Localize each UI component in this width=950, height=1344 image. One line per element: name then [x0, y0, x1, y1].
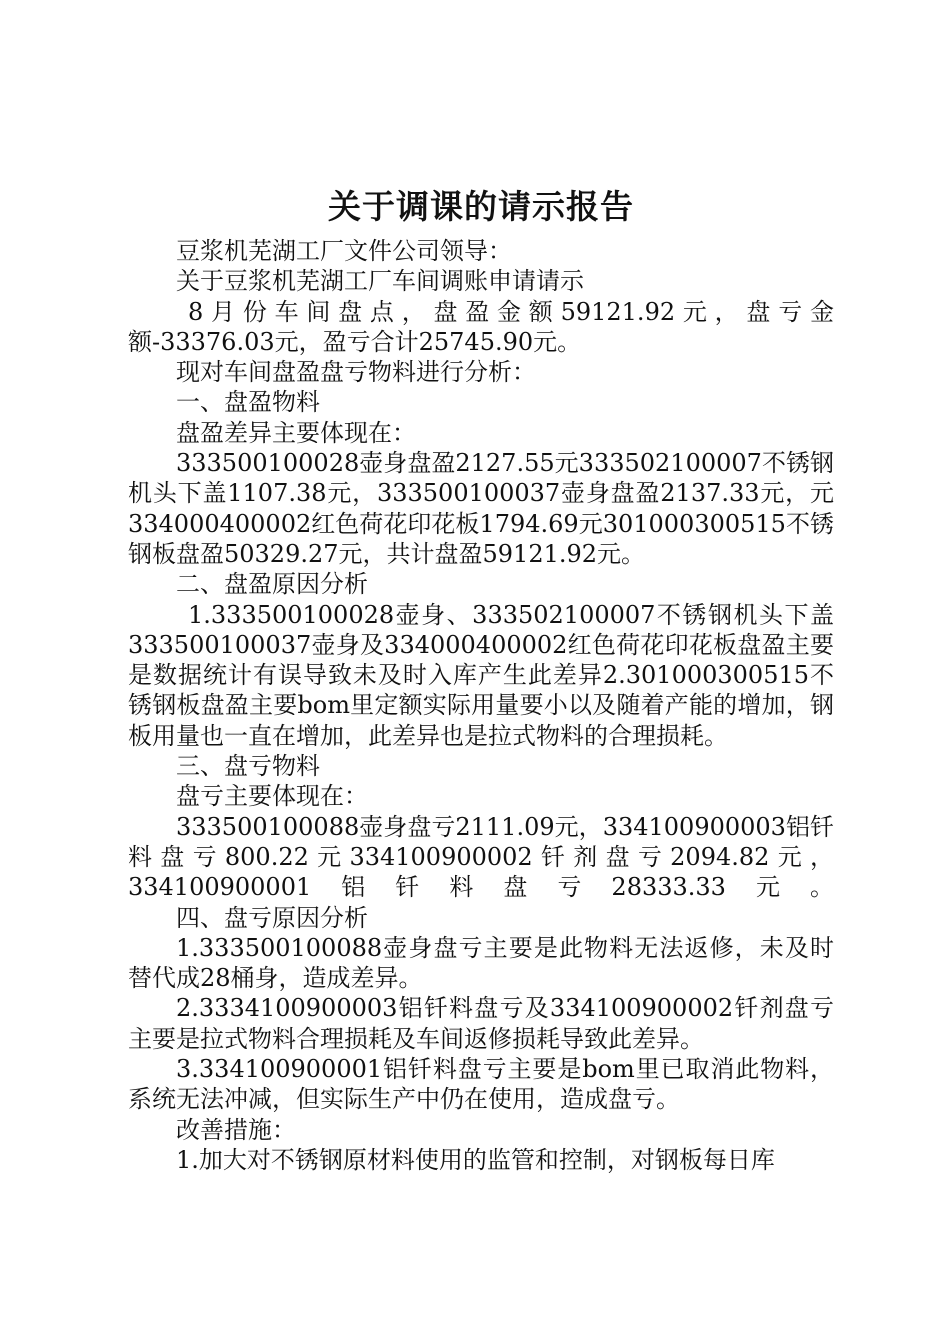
- loss-intro: 盘亏主要体现在：: [176, 782, 368, 811]
- improvement-1: 1.加大对不锈钢原材料使用的监管和控制，对钢板每日库: [176, 1145, 775, 1174]
- analysis-intro: 现对车间盘盈盘亏物料进行分析：: [176, 358, 536, 387]
- surplus-details: 333500100028壶身盘盈2127.55元333502100007不锈钢机头下盖1107.38元，333500100037壶身盘盈2137.33元，元334000400002红色荷花印花板1794.69元301000300515不锈钢板盘盈50329.27元，共计盘盈59121.92元。: [128, 449, 834, 568]
- section-heading-improvements: 改善措施：: [176, 1115, 296, 1144]
- loss-reason-3: 3.334100900001铝钎料盘亏主要是bom里已取消此物料，系统无法冲减，但实际生产中仍在使用，造成盘亏。: [128, 1055, 834, 1114]
- section-heading-loss-reasons: 四、盘亏原因分析: [176, 903, 368, 932]
- inventory-summary: 8月份车间盘点，盘盈金额59121.92元，盘亏金额-33376.03元，盈亏合计25745.90元。: [128, 297, 834, 356]
- document-title: 关于调课的请示报告: [328, 187, 634, 226]
- salutation: 豆浆机芜湖工厂文件公司领导：: [176, 237, 512, 265]
- section-heading-loss: 三、盘亏物料: [176, 752, 320, 781]
- request-subject: 关于豆浆机芜湖工厂车间调账申请请示: [176, 267, 584, 296]
- loss-details: 333500100088壶身盘亏2111.09元，334100900003铝钎料盘亏800.22元334100900002钎剂盘亏2094.82元，334100900001铝钎料盘亏28333.33元。: [128, 812, 834, 902]
- loss-reason-1: 1.333500100088壶身盘亏主要是此物料无法返修，未及时替代成28桶身，造成差异。: [128, 933, 834, 993]
- section-heading-surplus: 一、盘盈物料: [176, 388, 320, 417]
- surplus-reasons: 1.333500100028壶身、333502100007不锈钢机头下盖333500100037壶身及334000400002红色荷花印花板盘盈主要是数据统计有误导致未及时入库产生此差异2.301000300515不锈钢板盘盈主要bom里定额实际用量要小以及随着产能的增加，钢板用量也一直在增加，此差异也是拉式物料的合理损耗。: [128, 600, 834, 750]
- section-heading-surplus-reasons: 二、盘盈原因分析: [176, 570, 368, 599]
- loss-reason-2: 2.3334100900003铝钎料盘亏及334100900002钎剂盘亏主要是拉式物料合理损耗及车间返修损耗导致此差异。: [128, 994, 834, 1053]
- document-page: [128, 180, 834, 1175]
- surplus-intro: 盘盈差异主要体现在：: [176, 418, 416, 447]
